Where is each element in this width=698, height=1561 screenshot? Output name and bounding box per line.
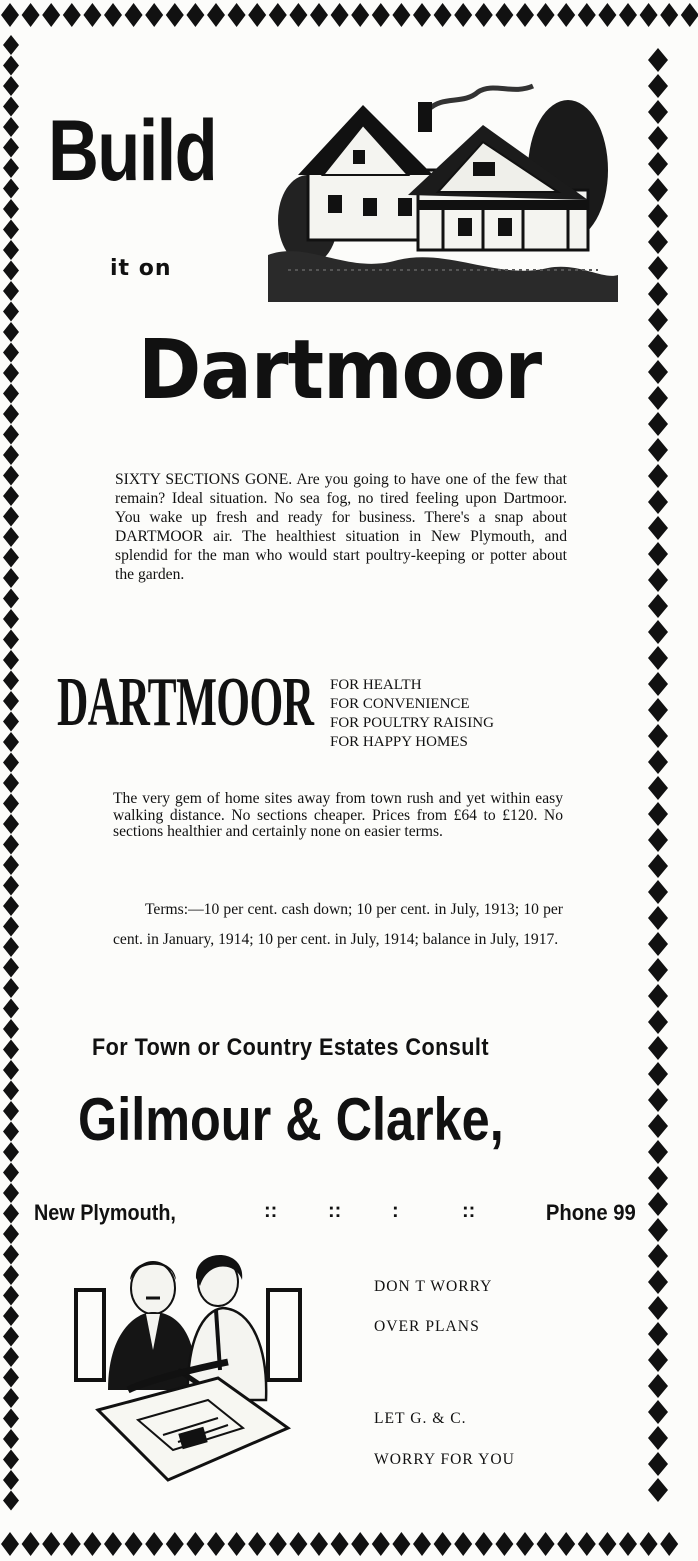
border-diamond [648,880,668,904]
border-diamond [269,3,287,27]
border-diamond [3,691,19,711]
border-diamond [648,750,668,774]
border-diamond [648,1140,668,1164]
border-diamond [648,1062,668,1086]
border-bottom [0,1527,698,1561]
border-diamond [454,1532,472,1556]
border-diamond [537,1532,555,1556]
border-diamond [125,1532,143,1556]
border-diamond [3,1388,19,1408]
reason-happy-homes: FOR HAPPY HOMES [330,734,468,750]
border-diamond [3,1265,19,1285]
border-diamond [3,917,19,937]
border-diamond [3,220,19,240]
headline-it-on: it on [110,256,172,281]
border-diamond [648,776,668,800]
border-diamond [648,1478,668,1502]
border-diamond [3,814,19,834]
border-diamond [3,1183,19,1203]
border-diamond [3,35,19,55]
border-diamond [648,1218,668,1242]
border-diamond [3,1122,19,1142]
border-diamond [3,732,19,752]
border-diamond [648,204,668,228]
border-diamond [648,828,668,852]
border-diamond [3,1450,19,1470]
border-diamond [454,3,472,27]
border-diamond [619,3,637,27]
border-diamond [3,1347,19,1367]
border-diamond [83,1532,101,1556]
border-diamond [3,1306,19,1326]
border-diamond [3,896,19,916]
border-diamond [228,1532,246,1556]
border-diamond [648,1452,668,1476]
border-diamond [648,1426,668,1450]
border-diamond [557,3,575,27]
border-diamond [3,548,19,568]
border-diamond [648,308,668,332]
border-diamond [63,1532,81,1556]
border-diamond [648,360,668,384]
border-diamond [3,1081,19,1101]
border-diamond [648,126,668,150]
border-diamond [3,1286,19,1306]
border-diamond [104,1532,122,1556]
border-diamond [3,486,19,506]
border-diamond [207,1532,225,1556]
border-diamond [648,256,668,280]
border-diamond [83,3,101,27]
border-diamond [598,1532,616,1556]
border-diamond [648,438,668,462]
border-diamond [3,1491,19,1511]
border-diamond [648,1244,668,1268]
border-diamond [104,3,122,27]
border-diamond [3,97,19,117]
border-diamond [22,1532,40,1556]
border-diamond [3,76,19,96]
border-diamond [648,984,668,1008]
border-diamond [3,609,19,629]
border-diamond [3,1040,19,1060]
border-diamond [125,3,143,27]
border-diamond [648,568,668,592]
border-diamond [166,1532,184,1556]
border-diamond [3,1142,19,1162]
border-diamond [3,527,19,547]
separator-1: :: [264,1200,278,1222]
border-diamond [475,3,493,27]
border-diamond [648,412,668,436]
border-diamond [3,1101,19,1121]
border-diamond [648,1166,668,1190]
border-diamond [42,3,60,27]
border-diamond [3,794,19,814]
couple-with-plans-illustration [68,1250,318,1492]
border-diamond [434,1532,452,1556]
border-diamond [3,937,19,957]
border-diamond [331,1532,349,1556]
border-diamond [3,835,19,855]
border-diamond [557,1532,575,1556]
border-diamond [578,1532,596,1556]
border-diamond [3,1368,19,1388]
border-diamond [3,507,19,527]
border-diamond [648,1192,668,1216]
reason-health: FOR HEALTH [330,677,422,693]
border-diamond [166,3,184,27]
border-diamond [648,542,668,566]
border-diamond [3,978,19,998]
address-line [34,1200,636,1230]
separator-3: : [392,1200,399,1222]
border-diamond [186,3,204,27]
border-diamond [372,1532,390,1556]
border-diamond [648,386,668,410]
consult-line: For Town or Country Estates Consult [92,1034,489,1061]
border-diamond [392,3,410,27]
border-diamond [3,1163,19,1183]
slogan-line-4: WORRY FOR YOU [374,1451,515,1468]
border-diamond [648,620,668,644]
border-diamond [3,240,19,260]
border-diamond [648,490,668,514]
border-diamond [228,3,246,27]
border-diamond [681,3,698,27]
border-diamond [145,1532,163,1556]
border-diamond [648,178,668,202]
border-diamond [648,854,668,878]
border-diamond [289,1532,307,1556]
border-diamond [351,3,369,27]
reason-convenience: FOR CONVENIENCE [330,696,470,712]
border-diamond [331,3,349,27]
border-right [640,0,680,1561]
border-diamond [3,56,19,76]
border-diamond [3,158,19,178]
border-diamond [648,1270,668,1294]
border-diamond [648,464,668,488]
border-diamond [207,3,225,27]
border-diamond [648,724,668,748]
border-top [0,0,698,34]
border-diamond [3,773,19,793]
border-diamond [3,302,19,322]
border-diamond [648,1114,668,1138]
border-diamond [269,1532,287,1556]
border-diamond [648,1088,668,1112]
border-diamond [3,999,19,1019]
border-diamond [648,1036,668,1060]
border-diamond [434,3,452,27]
border-diamond [3,630,19,650]
border-diamond [3,384,19,404]
border-diamond [248,3,266,27]
border-diamond [3,363,19,383]
border-diamond [648,1010,668,1034]
border-diamond [648,1322,668,1346]
border-diamond [3,958,19,978]
border-diamond [648,152,668,176]
border-diamond [3,322,19,342]
border-diamond [578,3,596,27]
border-diamond [289,3,307,27]
border-diamond [145,3,163,27]
border-diamond [3,445,19,465]
firm-name: Gilmour & Clarke, [78,1086,504,1153]
border-diamond [372,3,390,27]
border-diamond [3,281,19,301]
border-diamond [248,1532,266,1556]
border-diamond [3,671,19,691]
border-diamond [3,1224,19,1244]
border-diamond [3,1470,19,1490]
border-diamond [42,1532,60,1556]
border-diamond [3,261,19,281]
border-diamond [648,958,668,982]
border-diamond [3,589,19,609]
border-diamond [648,74,668,98]
border-diamond [648,334,668,358]
border-diamond [351,1532,369,1556]
border-diamond [648,230,668,254]
border-diamond [3,855,19,875]
border-diamond [3,343,19,363]
headline-dartmoor: Dartmoor [138,323,542,418]
border-diamond [648,1348,668,1372]
border-diamond [648,1296,668,1320]
border-diamond [3,568,19,588]
address-town: New Plymouth, [34,1200,176,1225]
border-diamond [3,1245,19,1265]
border-diamond [495,1532,513,1556]
border-diamond [516,3,534,27]
border-diamond [310,1532,328,1556]
border-diamond [3,466,19,486]
border-diamond [598,3,616,27]
border-diamond [495,3,513,27]
border-diamond [648,594,668,618]
border-diamond [648,282,668,306]
border-diamond [648,802,668,826]
border-diamond [648,698,668,722]
border-diamond [648,646,668,670]
border-diamond [648,1374,668,1398]
border-diamond [186,1532,204,1556]
border-diamond [648,906,668,930]
border-diamond [648,48,668,72]
border-diamond [413,1532,431,1556]
border-diamond [648,1400,668,1424]
border-diamond [22,3,40,27]
border-diamond [413,3,431,27]
border-diamond [537,3,555,27]
house-illustration [268,80,618,302]
slogan-line-1: DON T WORRY [374,1278,493,1295]
border-diamond [3,753,19,773]
border-diamond [475,1532,493,1556]
dartmoor-reasons-list [330,676,494,752]
border-diamond [648,672,668,696]
border-diamond [648,100,668,124]
intro-paragraph: SIXTY SECTIONS GONE. Are you going to have one of the few that remain? Ideal situation. No sea fog, no tired feeling upon Dartmoor. You wake up fresh and ready for business. There's a snap about DARTMOOR air. The healthiest situation in New Plymouth, and splendid for the man who would start poultry-keeping or potter about the garden. [115,471,567,583]
headline-build: Build [48,103,217,199]
border-diamond [3,1019,19,1039]
separator-4: :: [462,1200,476,1222]
separator-2: :: [328,1200,342,1222]
slogan-line-3: LET G. & C. [374,1410,467,1427]
border-diamond [3,650,19,670]
dartmoor-block-title: DARTMOOR [57,664,314,741]
border-diamond [3,117,19,137]
border-diamond [3,1429,19,1449]
border-diamond [3,179,19,199]
border-diamond [516,1532,534,1556]
slogan-line-2: OVER PLANS [374,1318,480,1335]
border-diamond [3,1327,19,1347]
terms-paragraph: Terms:—10 per cent. cash down; 10 per cent. in July, 1913; 10 per cent. in January, 1914; 10 per cent. in July, 1914; balance in July, 1917. [113,901,563,948]
border-diamond [3,138,19,158]
phone-number: Phone 99 [546,1200,636,1225]
border-diamond [392,1532,410,1556]
border-left [0,0,24,1561]
border-diamond [310,3,328,27]
border-diamond [3,1409,19,1429]
sites-paragraph: The very gem of home sites away from town rush and yet within easy walking distance. No sections cheaper. Prices from £64 to £120. No sections healthier and certainly none on easier terms. [113,790,563,840]
border-diamond [3,1060,19,1080]
border-diamond [619,1532,637,1556]
border-diamond [3,876,19,896]
reason-poultry: FOR POULTRY RAISING [330,715,494,731]
border-diamond [3,199,19,219]
border-diamond [648,932,668,956]
border-diamond [63,3,81,27]
border-diamond [3,404,19,424]
border-diamond [648,516,668,540]
border-diamond [3,425,19,445]
border-diamond [3,1204,19,1224]
border-diamond [3,712,19,732]
